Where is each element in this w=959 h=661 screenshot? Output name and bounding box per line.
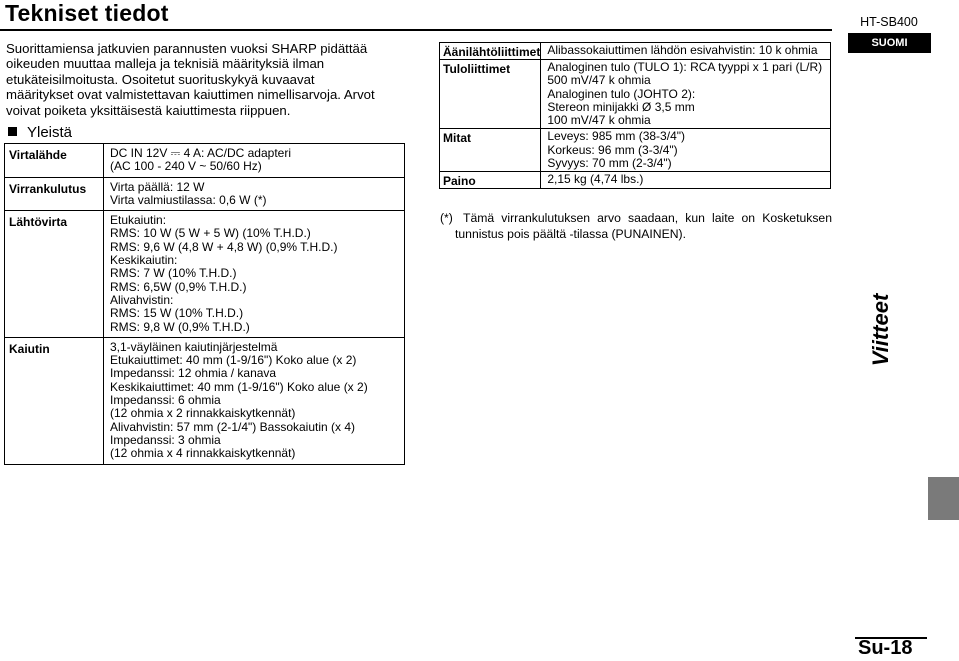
spec-value-line: Alibassokaiuttimen lähdön esivahvistin: 10 k ohmia: [547, 43, 818, 57]
spec-value: [104, 337, 405, 464]
connector-spec-table: [439, 42, 831, 189]
spec-label: Kaiutin: [5, 337, 104, 464]
spec-label: Virtalähde: [5, 144, 104, 178]
title-rule: [0, 29, 832, 31]
spec-value-line: Etukaiutin:: [110, 213, 167, 228]
spec-value-line: Impedanssi: 12 ohmia / kanava: [110, 366, 277, 381]
spec-value-line: (AC 100 - 240 V ~ 50/60 Hz): [110, 159, 262, 174]
spec-value-line: Virta valmiustilassa: 0,6 W (*): [110, 192, 267, 207]
spec-row: [440, 129, 831, 172]
footnote-line-2: tunnistus pois päältä -tilassa (PUNAINEN).: [455, 226, 686, 241]
spec-value-line: Stereon minijakki Ø 3,5 mm: [547, 99, 695, 114]
spec-value: [104, 144, 405, 178]
footnote-mark: (*): [440, 211, 453, 225]
spec-row: [440, 172, 831, 189]
language-tab: SUOMI: [848, 33, 931, 53]
spec-value-line: Keskikaiuttimet: 40 mm (1-9/16") Koko alue (x 2): [110, 379, 368, 394]
intro-line: Suorittamiensa jatkuvien parannusten vuoksi SHARP pidättää: [6, 41, 368, 56]
section-thumb-tab: [928, 477, 959, 520]
general-spec-table: [4, 143, 405, 465]
spec-value-line: Keskikaiutin:: [110, 253, 178, 268]
spec-value-line: (12 ohmia x 4 rinnakkaiskytkennät): [110, 446, 296, 461]
spec-value-line: Alivahvistin: 57 mm (2-1/4") Bassokaiutin (x 4): [110, 419, 356, 434]
section-heading-text: Yleistä: [27, 124, 73, 141]
spec-label: Tuloliittimet: [440, 60, 541, 129]
footnote-text: Tämä virrankulutuksen arvo saadaan, kun laite on Kosketuksen: [463, 211, 832, 225]
page-number: Su-18: [858, 637, 913, 659]
spec-row: [5, 144, 405, 178]
intro-line: voivat poiketa yksittäisestä kaiuttimesta riippuen.: [6, 102, 291, 118]
spec-value-line: Analoginen tulo (TULO 1): RCA tyyppi x 1 pari (L/R): [547, 60, 823, 74]
spec-value-line: Virta päällä: 12 W: [110, 179, 205, 194]
spec-value: [541, 43, 831, 60]
spec-value-line: 500 mV/47 k ohmia: [547, 73, 651, 88]
spec-value-line: RMS: 9,6 W (4,8 W + 4,8 W) (0,9% T.H.D.): [110, 239, 338, 254]
spec-value-line: Impedanssi: 6 ohmia: [110, 393, 221, 408]
spec-value-line: RMS: 15 W (10% T.H.D.): [110, 306, 244, 321]
spec-value-line: DC IN 12V ⎓ 4 A: AC/DC adapteri: [110, 146, 291, 160]
spec-value-line: Etukaiuttimet: 40 mm (1-9/16") Koko alue (x 2): [110, 353, 357, 368]
spec-label: Lähtövirta: [5, 211, 104, 338]
spec-value-line: RMS: 6,5W (0,9% T.H.D.): [110, 279, 247, 294]
spec-value-line: Syvyys: 70 mm (2-3/4"): [547, 156, 672, 171]
page-title: Tekniset tiedot: [5, 0, 169, 26]
section-heading: [8, 124, 72, 141]
model-number: HT-SB400: [860, 15, 918, 29]
intro-paragraph: [6, 41, 389, 118]
spec-value-line: Korkeus: 96 mm (3-3/4"): [547, 142, 678, 157]
spec-value: [104, 177, 405, 211]
spec-value-line: 3,1-väyläinen kaiutinjärjestelmä: [110, 339, 278, 354]
spec-value-line: 100 mV/47 k ohmia: [547, 113, 651, 128]
spec-label: Paino: [440, 172, 541, 189]
spec-label: Virrankulutus: [5, 177, 104, 211]
intro-line: etukäteisilmoitusta. Osoitetut suorituskykyä kuvaavat: [6, 71, 315, 87]
spec-value-line: Impedanssi: 3 ohmia: [110, 432, 221, 447]
spec-value-line: Leveys: 985 mm (38-3/4"): [547, 129, 685, 144]
spec-value-line: RMS: 7 W (10% T.H.D.): [110, 266, 237, 281]
intro-line: määritykset ovat valmistettavan kaiuttimen nimellisarvoja. Arvot: [6, 87, 375, 103]
spec-value: [541, 129, 831, 172]
side-section-label-text: Viitteet: [868, 293, 893, 367]
spec-row: [5, 211, 405, 338]
footnote: [440, 211, 832, 242]
spec-row: [5, 337, 405, 464]
spec-value-line: (12 ohmia x 2 rinnakkaiskytkennät): [110, 406, 296, 421]
intro-line: oikeuden muuttaa malleja ja teknisiä määrityksiä ilman: [6, 56, 325, 72]
spec-value-line: RMS: 9,8 W (0,9% T.H.D.): [110, 319, 250, 334]
general-spec-body: [5, 144, 405, 465]
spec-value-line: RMS: 10 W (5 W + 5 W) (10% T.H.D.): [110, 226, 311, 241]
square-bullet-icon: [8, 127, 17, 136]
connector-spec-body: [440, 43, 831, 189]
spec-label: Äänilähtöliittimet: [440, 43, 541, 60]
spec-value: [104, 211, 405, 338]
spec-value-line: Analoginen tulo (JOHTO 2):: [547, 86, 696, 101]
spec-value: [541, 60, 831, 129]
side-section-label: [866, 290, 896, 370]
spec-label: Mitat: [440, 129, 541, 172]
spec-value: [541, 172, 831, 189]
spec-row: [440, 60, 831, 129]
spec-row: [5, 177, 405, 211]
spec-row: [440, 43, 831, 60]
spec-value-line: 2,15 kg (4,74 lbs.): [547, 172, 644, 187]
spec-value-line: Alivahvistin:: [110, 292, 174, 307]
footnote-line-1: [440, 211, 832, 227]
